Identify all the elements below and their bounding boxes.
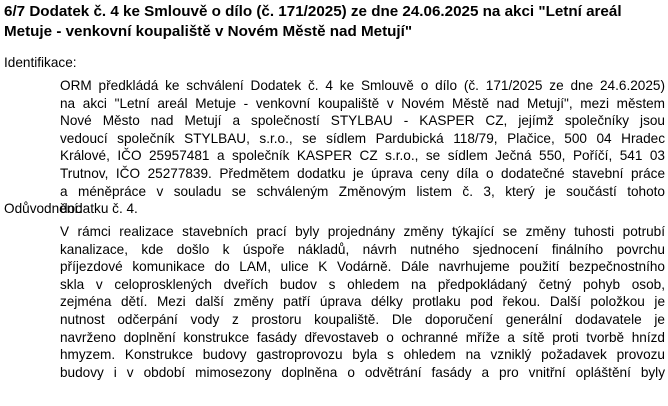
text-line: skla v celoprosklených dveřích budov s ohledem na předpokládaný četný pohyb osob, <box>60 276 665 292</box>
text-line: Nové Město nad Metují a společností STYLBAU - KASPER CZ, jejímž společníky jsou <box>60 113 665 129</box>
agenda-item-title <box>4 2 664 42</box>
text-line: navrženo doplnění konstrukce fasády dřevostaveb o ochranné mříže a sítě proti tvorbě hnízd <box>60 329 665 345</box>
justification-label: Odůvodnění: <box>4 201 82 216</box>
text-line: Trutnov, IČO 25277839. Předmětem dodatku je úprava ceny díla o dodatečné stavební práce <box>60 165 665 181</box>
text-line: budovy i v období mimosezony doplněna o odvětrání fasády a pro vnitřní opláštění byly <box>60 364 665 380</box>
text-line: zejména dětí. Mezi další změny patří úprava délky protlaku pod řekou. Další položkou je <box>60 294 665 310</box>
text-line: na akci "Letní areál Metuje - venkovní koupaliště v Novém Městě nad Metují", mezi městem <box>60 95 665 111</box>
text-line: příjezdové komunikace do LAM, ulice K Vodárně. Dále navrhujeme použití bezpečnostního <box>60 259 665 275</box>
text-line: dodatku č. 4. <box>60 201 138 217</box>
identification-paragraph <box>60 77 665 218</box>
text-line: a méněpráce v souladu se schváleným Změnovým listem č. 3, který je součástí tohoto <box>60 183 665 199</box>
text-line: kanalizace, kde došlo k úspoře nákladů, návrh nutného sjednocení finálního povrchu <box>60 241 665 257</box>
text-line: vedoucí společník STYLBAU, s.r.o., se sídlem Pardubická 118/79, Plačice, 500 04 Hradec <box>60 130 665 146</box>
text-line: Králové, IČO 25957481 a společník KASPER CZ s.r.o., se sídlem Ječná 550, Poříčí, 541 03 <box>60 148 665 164</box>
text-line: nutnost odčerpání vody z prostoru koupaliště. Dle doporučení generální dodavatele je <box>60 311 665 327</box>
justification-paragraph <box>60 223 665 381</box>
text-line: ORM předkládá ke schválení Dodatek č. 4 ke Smlouvě o dílo (č. 171/2025 ze dne 24.6.2025) <box>60 78 665 93</box>
text-line: V rámci realizace stavebních prací byly projednány změny týkající se změny tuhosti potrubí <box>60 224 665 239</box>
identification-label: Identifikace: <box>4 55 77 70</box>
text-line: hmyzem. Konstrukce budovy gastroprovozu byla s ohledem na vzniklý požadavek provozu <box>60 347 665 363</box>
title-line: 6/7 Dodatek č. 4 ke Smlouvě o dílo (č. 171/2025) ze dne 24.06.2025 na akci "Letní areál <box>4 3 622 20</box>
title-line: Metuje - venkovní koupaliště v Novém Městě nad Metují" <box>4 23 413 40</box>
